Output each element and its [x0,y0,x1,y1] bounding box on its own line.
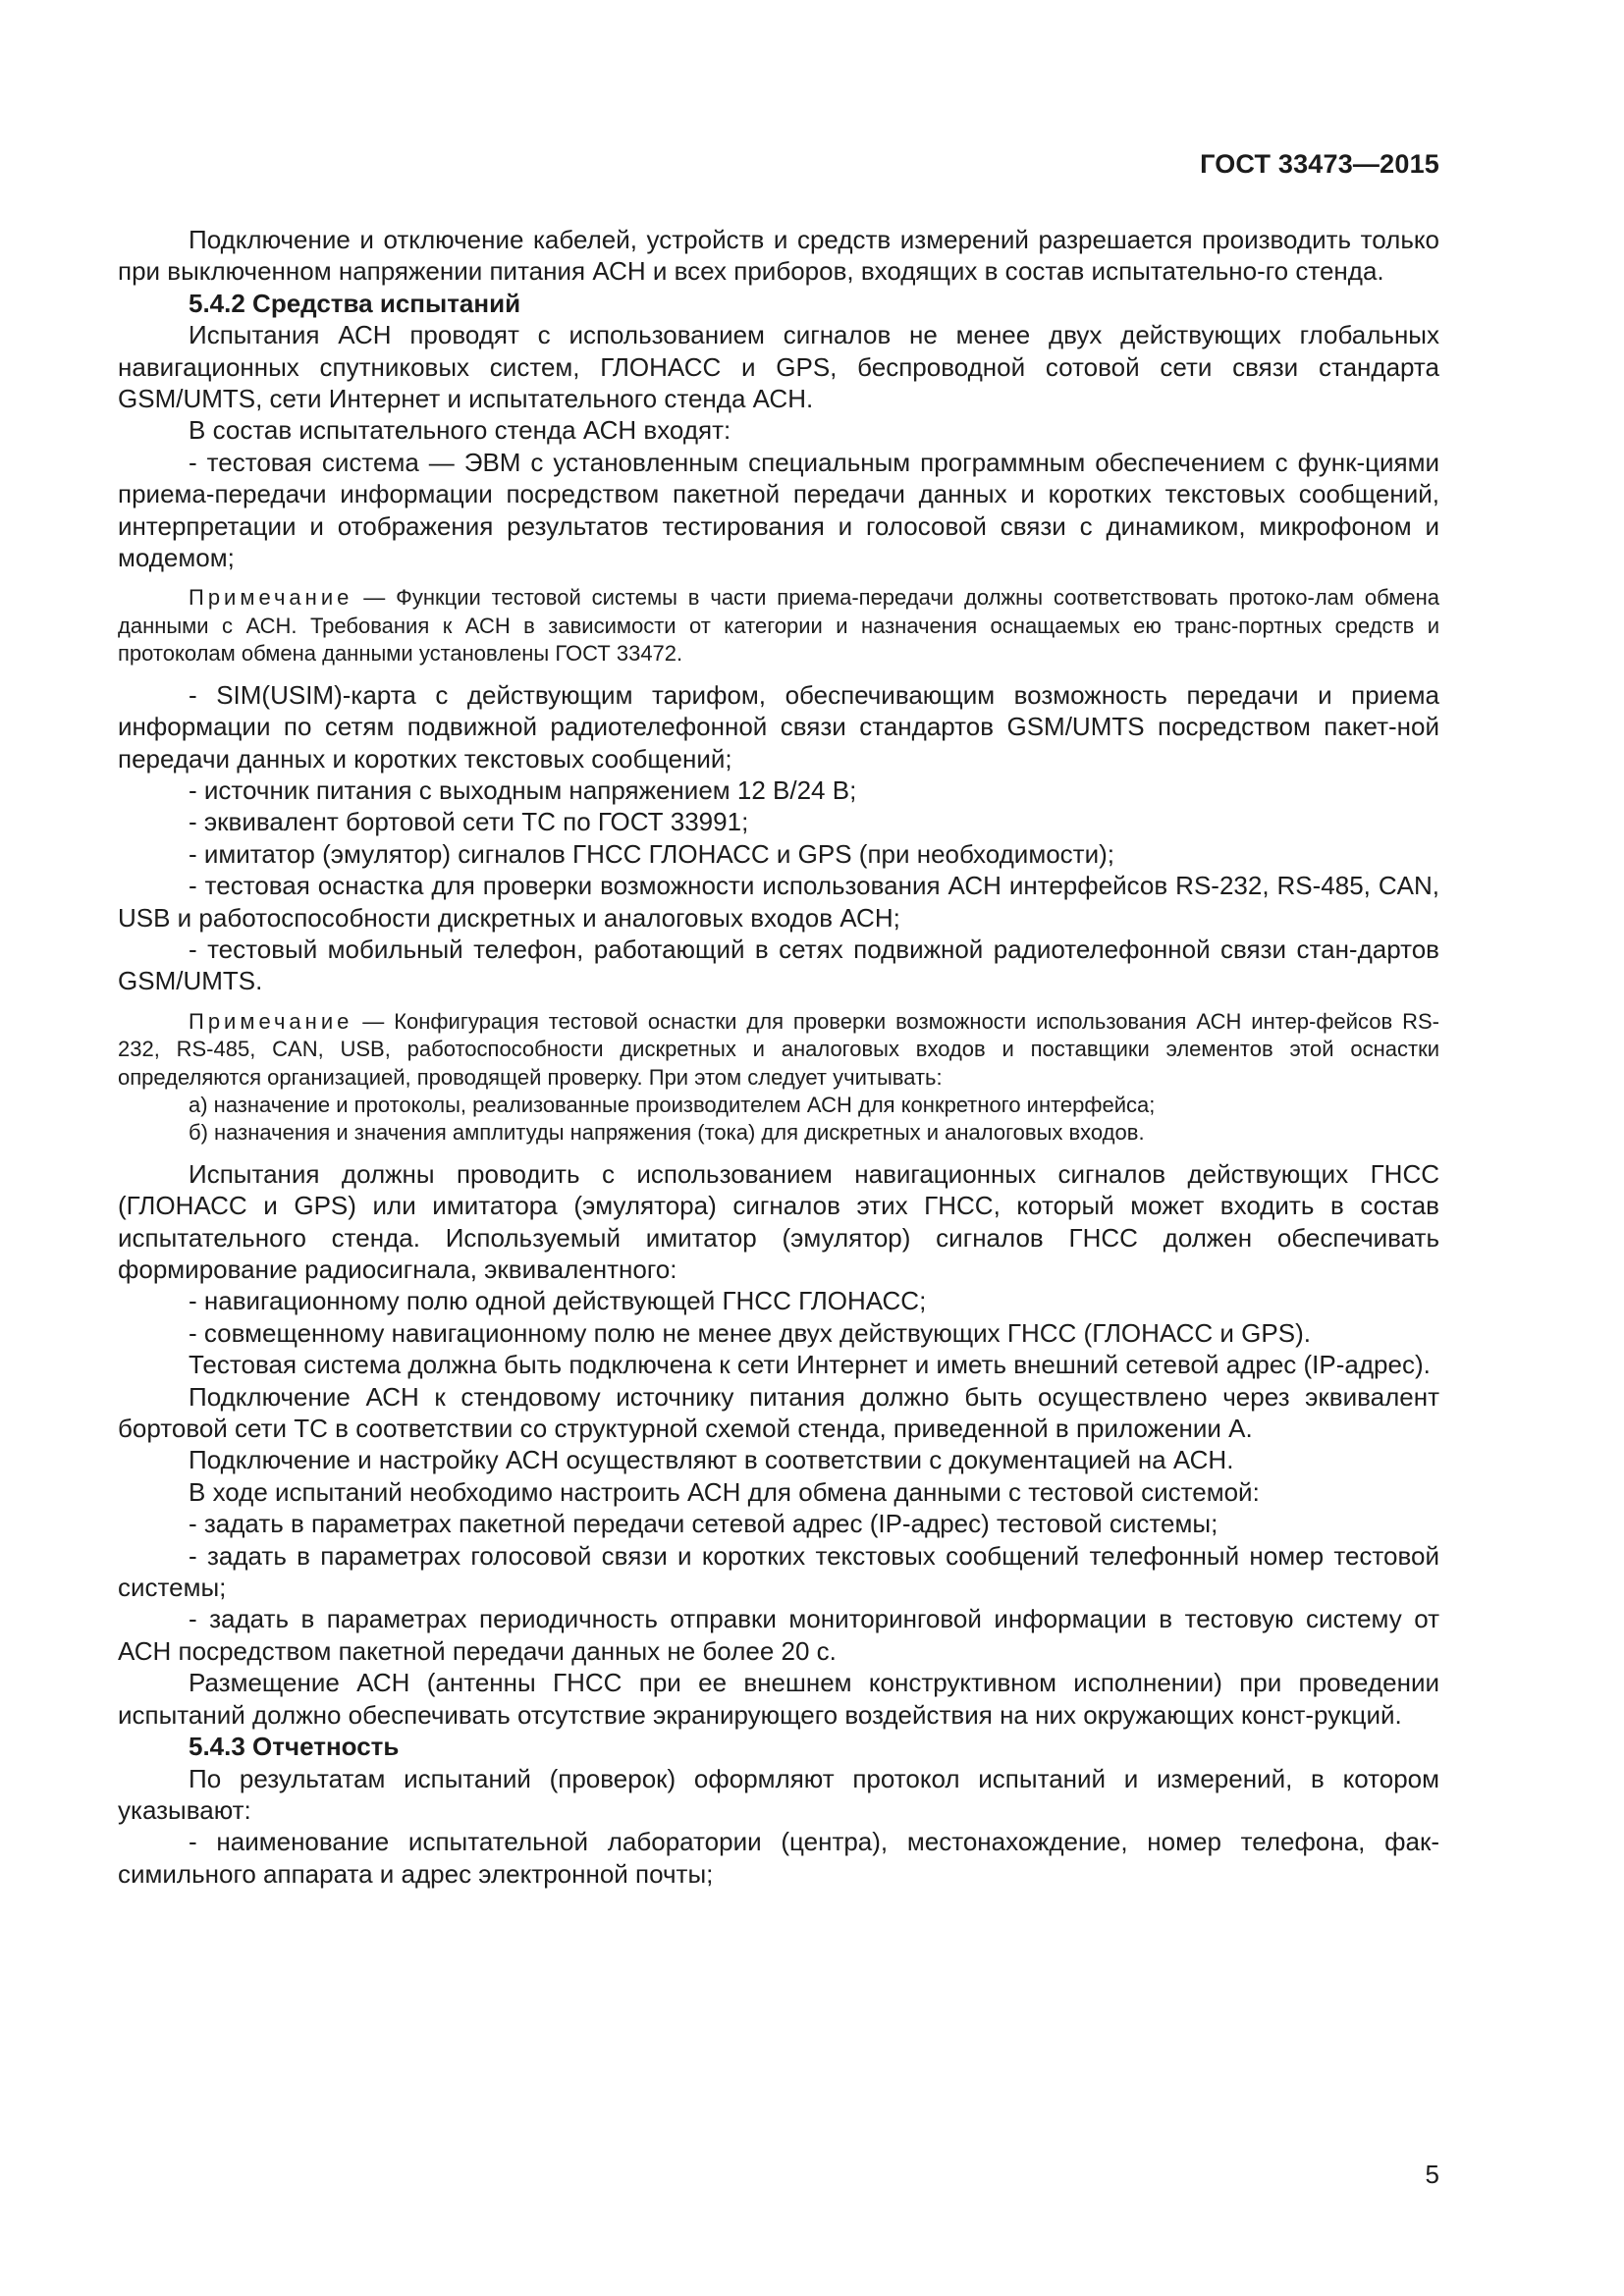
note-item-a: а) назначение и протоколы, реализованные производителем АСН для конкретного интерфейса; [189,1092,1156,1117]
paragraph: В ходе испытаний необходимо настроить АСН для обмена данными с тестовой системой: [189,1476,1260,1507]
standard-header: ГОСТ 33473—2015 [1200,149,1439,179]
list-item: - навигационному полю одной действующей ГНСС ГЛОНАСС; [189,1286,927,1316]
list-item: - задать в параметрах пакетной передачи сетевой адрес (IP-адрес) тестовой системы; [189,1509,1218,1539]
paragraph: Подключение и настройку АСН осуществляют в соответствии с документацией на АСН. [189,1445,1234,1475]
paragraph: По результатам испытаний (проверок) оформляют протокол испытаний и измерений, в котором указывают: [118,1763,1439,1825]
section-heading-5-4-3: 5.4.3 Отчетность [189,1732,400,1762]
list-item: - наименование испытательной лаборатории (центра), местонахождение, номер телефона, фак-симильного аппарата и адрес электронной почты; [118,1827,1439,1889]
list-item: - тестовая оснастка для проверки возможности использования АСН интерфейсов RS-232, RS-485, CAN, USB и работоспособности дискретных и аналоговых входов АСН; [118,871,1439,933]
list-item: - совмещенному навигационному полю не менее двух действующих ГНСС (ГЛОНАСС и GPS). [189,1317,1311,1348]
paragraph: Подключение и отключение кабелей, устройств и средств измерений разрешается производить только при выключенном напряжении питания АСН и всех приборов, входящих в состав испытательно-го стенда. [118,225,1439,287]
note-label: Примечание [189,1008,353,1034]
list-item: - SIM(USIM)-карта с действующим тарифом, обеспечивающим возможность передачи и приема информации по сетям подвижной радиотелефонной связи стандартов GSM/UMTS посредством пакет-ной передачи данных и коротких текстовых сообщений; [118,679,1439,774]
list-item: - эквивалент бортовой сети ТС по ГОСТ 33991; [189,807,749,837]
list-item: - задать в параметрах периодичность отправки мониторинговой информации в тестовую систему от АСН посредством пакетной передачи данных не более 20 с. [118,1604,1439,1666]
list-item: - тестовый мобильный телефон, работающий в сетях подвижной радиотелефонной связи стан-дартов GSM/UMTS. [118,934,1439,996]
page-number: 5 [1425,2160,1439,2189]
list-item: - тестовая система — ЭВМ с установленным специальным программным обеспечением с функ-циями приема-передачи информации посредством пакетной передачи данных и коротких текстовых сообщений, интерпретации и отображения результатов тестирования и голосовой связи с динамиком, микрофоном и модемом; [118,447,1439,573]
note-2 [118,1008,1439,1148]
paragraph: Испытания должны проводить с использованием навигационных сигналов действующих ГНСС (ГЛОНАСС и GPS) или имитатора (эмулятора) сигналов этих ГНСС, который может входить в состав испытательного стенда. Используемый имитатор (эмулятор) сигналов ГНСС должен обеспечивать формирование радиосигнала, эквивалентного: [118,1158,1439,1284]
note-item-b: б) назначения и значения амплитуды напряжения (тока) для дискретных и аналоговых входов. [189,1120,1145,1146]
document-body [118,224,1439,1890]
note-text: — Конфигурация тестовой оснастки для проверки возможности использования АСН интер-фейсов RS-232, RS-485, CAN, USB, работоспособности дискретных и аналоговых входов и поставщики элементов этой оснастки определяются организацией, проводящей проверку. При этом следует учитывать: [118,1008,1439,1090]
paragraph: Тестовая система должна быть подключена к сети Интернет и иметь внешний сетевой адрес (IP-адрес). [189,1350,1431,1380]
paragraph: Размещение АСН (антенны ГНСС при ее внешнем конструктивном исполнении) при проведении испытаний должно обеспечивать отсутствие экранирующего воздействия на них окружающих конст-рукций. [118,1668,1439,1730]
note-label: Примечание [189,585,353,611]
note-1 [118,584,1439,667]
paragraph: В состав испытательного стенда АСН входят: [189,415,731,446]
list-item: - имитатор (эмулятор) сигналов ГНСС ГЛОНАСС и GPS (при необходимости); [189,838,1114,869]
list-item: - источник питания с выходным напряжением 12 В/24 В; [189,774,857,805]
list-item: - задать в параметрах голосовой связи и коротких текстовых сообщений телефонный номер тестовой системы; [118,1540,1439,1603]
paragraph: Подключение АСН к стендовому источнику питания должно быть осуществлено через эквивалент бортовой сети ТС в соответствии со структурной схемой стенда, приведенной в приложении А. [118,1381,1439,1444]
note-text: — Функции тестовой системы в части приема-передачи должны соответствовать протоко-лам обмена данными с АСН. Требования к АСН в зависимости от категории и назначения оснащаемых ею транс-портных средств и протоколам обмена данными установлены ГОСТ 33472. [118,585,1439,667]
paragraph: Испытания АСН проводят с использованием сигналов не менее двух действующих глобальных навигационных спутниковых систем, ГЛОНАСС и GPS, беспроводной сотовой сети связи стандарта GSM/UMTS, сети Интернет и испытательного стенда АСН. [118,320,1439,414]
section-heading-5-4-2: 5.4.2 Средства испытаний [189,288,521,318]
